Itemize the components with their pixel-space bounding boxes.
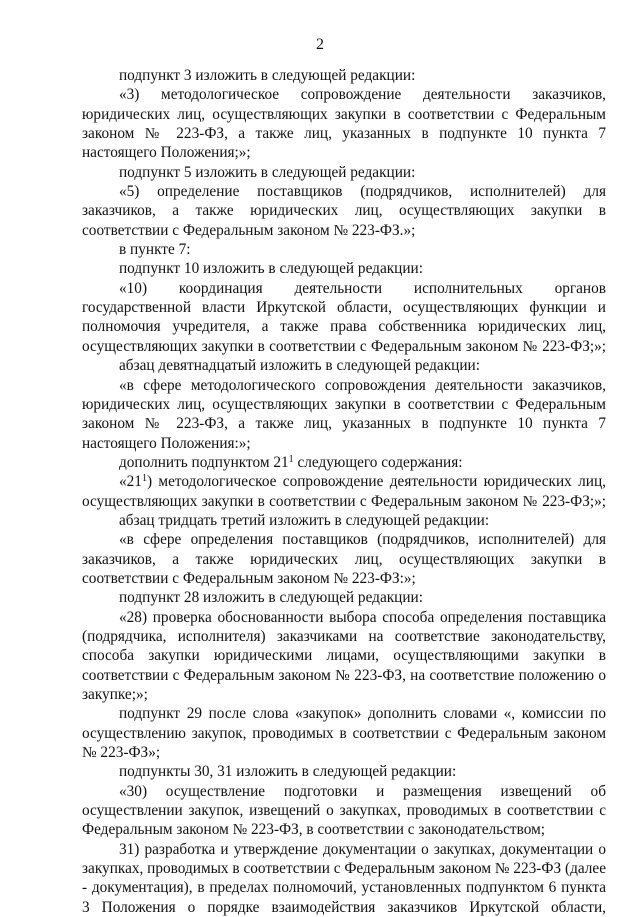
text-line — [82, 704, 606, 723]
text-line-content: настоящего Положения:»; — [82, 434, 251, 452]
text-line — [82, 221, 606, 240]
text-line — [82, 878, 606, 897]
text-line-content: подпункт 28 изложить в следующей редакции: — [119, 589, 423, 607]
text-line-content: закупках, проводимых в соответствии с Федеральным законом № 223-ФЗ (далее — [82, 860, 606, 878]
text-line-content: закупке;»; — [82, 686, 148, 703]
text-line-content: «10) координация деятельности исполнительных органов — [119, 279, 606, 297]
text-line — [82, 743, 606, 762]
text-line — [82, 143, 606, 162]
text-line-content: государственной власти Иркутской области, осуществляющих функции и — [82, 299, 606, 317]
text-line — [82, 279, 606, 298]
text-line-content: заказчиков, а также юридических лиц, осуществляющих закупки в — [82, 202, 606, 220]
page-number: 2 — [316, 36, 324, 53]
text-line — [82, 840, 606, 859]
superscript-index: 1 — [288, 453, 294, 465]
text-line-content: заказчиков, а также юридических лиц, осуществляющих закупки в — [82, 550, 606, 568]
text-line — [82, 453, 606, 472]
text-line-content: абзац девятнадцатый изложить в следующей редакции: — [119, 357, 480, 375]
text-line — [82, 85, 606, 104]
text-line-continuation: следующего содержания: — [293, 453, 463, 471]
text-line-content: 31) разработка и утверждение документации о закупках, документации о — [119, 840, 606, 858]
text-line — [82, 898, 606, 917]
text-line — [82, 472, 606, 491]
text-line — [82, 240, 606, 259]
text-line-content: законом № 223-ФЗ, а также лиц, указанных в подпункте 10 пункта 7 — [82, 415, 606, 433]
text-line-continuation: ) методологическое сопровождение деятельности юридических лиц, — [146, 473, 606, 491]
document-body — [82, 66, 606, 917]
text-line-content: - документация), в пределах полномочий, установленных подпунктом 6 пункта — [82, 879, 606, 897]
text-line — [82, 782, 606, 801]
text-line-content: «21 — [119, 473, 142, 491]
text-line-content: осуществляющих закупки в соответствии с Федеральным законом № 223-ФЗ;»; — [82, 337, 606, 355]
text-line-content: подпункт 10 изложить в следующей редакции: — [119, 260, 423, 278]
text-line — [82, 820, 606, 839]
text-line-content: осуществлении закупок, извещений о закупках, проводимых в соответствии с — [82, 802, 606, 820]
text-line-content: настоящего Положения;»; — [82, 144, 251, 162]
text-line-content: осуществлению закупок, проводимых в соответствии с Федеральным законом — [82, 724, 606, 742]
text-line — [82, 801, 606, 820]
text-line — [82, 124, 606, 143]
text-line — [82, 492, 606, 511]
text-line-content: способа закупки юридическими лицами, осуществляющими закупки в — [82, 647, 606, 665]
text-line — [82, 685, 606, 704]
text-line — [82, 627, 606, 646]
text-line — [82, 646, 606, 665]
text-line-content: «30) осуществление подготовки и размещения извещений об — [119, 782, 606, 800]
text-line-content: Федеральным законом № 223-ФЗ, в соответствии с законодательством; — [82, 821, 546, 839]
text-line — [82, 259, 606, 278]
text-line-content: «28) проверка обоснованности выбора способа определения поставщика — [119, 608, 606, 626]
text-line-content: дополнить подпунктом 21 — [119, 453, 289, 471]
text-line-content: осуществляющих закупки в соответствии с Федеральным законом № 223-ФЗ;»; — [82, 492, 606, 510]
text-line-content: абзац тридцать третий изложить в следующей редакции: — [119, 511, 490, 529]
text-line — [82, 182, 606, 201]
text-line-content: полномочия учредителя, а также права собственника юридических лиц, — [82, 318, 606, 336]
text-line — [82, 317, 606, 336]
text-line-content: 3 Положения о порядке взаимодействия заказчиков Иркутской области, — [82, 898, 606, 916]
text-line — [82, 395, 606, 414]
text-line-content: подпункт 29 после слова «закупок» дополнить словами «, комиссии по — [119, 705, 606, 723]
text-line — [82, 201, 606, 220]
text-line — [82, 298, 606, 317]
text-line-content: в пункте 7: — [119, 241, 191, 259]
text-line-content: законом № 223-ФЗ, а также лиц, указанных в подпункте 10 пункта 7 — [82, 125, 606, 143]
text-line — [82, 666, 606, 685]
text-line — [82, 588, 606, 607]
text-line-content: (подрядчика, исполнителя) заказчиками на соответствие законодательству, — [82, 627, 606, 645]
text-line-content: соответствии с Федеральным законом № 223-ФЗ.»; — [82, 221, 416, 239]
text-line-content: подпункт 5 изложить в следующей редакции: — [119, 163, 416, 181]
text-line — [82, 724, 606, 743]
text-line — [82, 414, 606, 433]
text-line — [82, 569, 606, 588]
text-line-content: «3) методологическое сопровождение деятельности заказчиков, — [119, 86, 606, 104]
text-line-content: юридических лиц, осуществляющих закупки в соответствии с Федеральным — [82, 395, 606, 413]
text-line — [82, 434, 606, 453]
text-line-content: «5) определение поставщиков (подрядчиков, исполнителей) для — [119, 183, 606, 201]
text-line-content: № 223-ФЗ»; — [82, 744, 161, 762]
text-line-content: подпункты 30, 31 изложить в следующей редакции: — [119, 763, 457, 781]
superscript-index: 1 — [141, 473, 147, 485]
text-line — [82, 376, 606, 395]
text-line — [82, 337, 606, 356]
text-line — [82, 66, 606, 85]
text-line-content: «в сфере методологического сопровождения деятельности заказчиков, — [119, 376, 606, 394]
text-line — [82, 550, 606, 569]
text-line-content: «в сфере определения поставщиков (подрядчиков, исполнителей) для — [119, 531, 606, 549]
text-line — [82, 511, 606, 530]
text-line — [82, 163, 606, 182]
text-line — [82, 859, 606, 878]
text-line — [82, 356, 606, 375]
text-line — [82, 608, 606, 627]
text-line — [82, 530, 606, 549]
text-line-content: юридических лиц, осуществляющих закупки в соответствии с Федеральным — [82, 105, 606, 123]
text-line — [82, 762, 606, 781]
text-line-content: соответствии с Федеральным законом № 223-ФЗ, на соответствие положению о — [82, 666, 606, 684]
text-line — [82, 105, 606, 124]
text-line-content: соответствии с Федеральным законом № 223-ФЗ:»; — [82, 569, 416, 587]
text-line-content: подпункт 3 изложить в следующей редакции: — [119, 67, 416, 84]
